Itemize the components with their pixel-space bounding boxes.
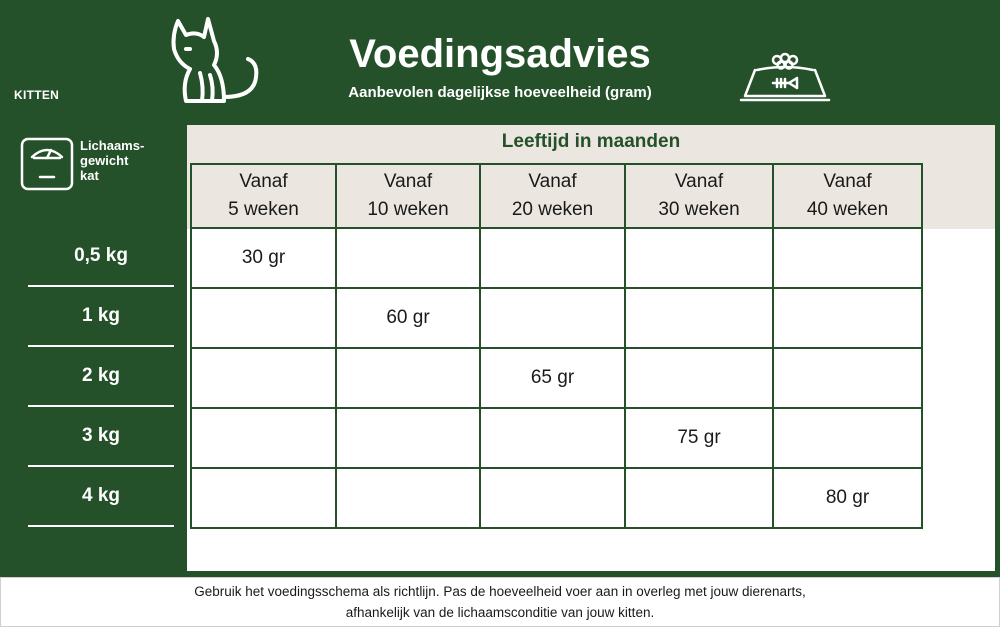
table-cell xyxy=(773,408,922,468)
table-cell xyxy=(191,408,336,468)
column-header-line: 10 weken xyxy=(367,199,449,220)
table-row xyxy=(191,228,922,288)
column-header-line: Vanaf xyxy=(823,171,872,192)
table-cell xyxy=(773,348,922,408)
table-row xyxy=(191,408,922,468)
table-cell xyxy=(773,288,922,348)
body-weight-label-line: gewicht xyxy=(80,153,129,168)
footer-line: Gebruik het voedingsschema als richtlijn. Pas de hoeveelheid voer aan in overleg met jouw dierenarts, xyxy=(194,584,806,599)
page-subtitle: Aanbevolen dagelijkse hoeveelheid (gram) xyxy=(348,84,652,101)
column-header xyxy=(336,164,480,228)
column-header xyxy=(625,164,773,228)
column-header xyxy=(480,164,625,228)
column-header xyxy=(191,164,336,228)
column-header xyxy=(773,164,922,228)
kitten-label: KITTEN xyxy=(14,88,60,102)
table-cell xyxy=(191,288,336,348)
table-cell xyxy=(336,408,480,468)
weight-row-label: 0,5 kg xyxy=(28,227,174,287)
table-cell: 30 gr xyxy=(191,228,336,288)
table-cell xyxy=(625,288,773,348)
cat-icon xyxy=(164,13,264,105)
table-cell: 80 gr xyxy=(773,468,922,528)
weight-row-label: 4 kg xyxy=(28,467,174,527)
footer-line: afhankelijk van de lichaamsconditie van jouw kitten. xyxy=(345,605,655,620)
body-weight-label-line: Lichaams- xyxy=(80,138,145,153)
weight-row-label: 3 kg xyxy=(28,407,174,467)
feeding-table-panel xyxy=(187,125,995,571)
table-cell: 65 gr xyxy=(480,348,625,408)
age-title: Leeftijd in maanden xyxy=(501,131,681,152)
table-cell xyxy=(480,288,625,348)
page-title: Voedingsadvies xyxy=(349,32,651,76)
table-cell xyxy=(336,348,480,408)
weight-row-label: 2 kg xyxy=(28,347,174,407)
table-cell xyxy=(191,468,336,528)
body-weight-label-line: kat xyxy=(80,168,99,183)
column-header-line: Vanaf xyxy=(528,171,577,192)
table-cell xyxy=(480,408,625,468)
food-bowl-icon xyxy=(737,52,833,104)
column-header-line: Vanaf xyxy=(674,171,724,192)
weight-row-label: 1 kg xyxy=(28,287,174,347)
column-header-line: Vanaf xyxy=(383,171,433,192)
table-row xyxy=(191,468,922,528)
table-cell xyxy=(773,228,922,288)
body-weight-label xyxy=(80,138,180,183)
table-cell xyxy=(625,468,773,528)
table-header-row xyxy=(191,164,922,228)
column-header-line: Vanaf xyxy=(239,171,288,192)
table-row xyxy=(191,348,922,408)
table-cell xyxy=(480,228,625,288)
column-header-line: 40 weken xyxy=(806,199,889,220)
scale-icon xyxy=(20,137,74,191)
column-header-line: 30 weken xyxy=(658,199,740,220)
column-header-line: 20 weken xyxy=(511,199,594,220)
table-cell: 60 gr xyxy=(336,288,480,348)
table-cell: 75 gr xyxy=(625,408,773,468)
table-cell xyxy=(625,228,773,288)
table-cell xyxy=(336,228,480,288)
table-cell xyxy=(336,468,480,528)
table-cell xyxy=(191,348,336,408)
feeding-table xyxy=(190,163,923,529)
table-cell xyxy=(480,468,625,528)
table-cell xyxy=(625,348,773,408)
table-row xyxy=(191,288,922,348)
footer-note xyxy=(0,577,1000,627)
column-header-line: 5 weken xyxy=(228,199,299,220)
